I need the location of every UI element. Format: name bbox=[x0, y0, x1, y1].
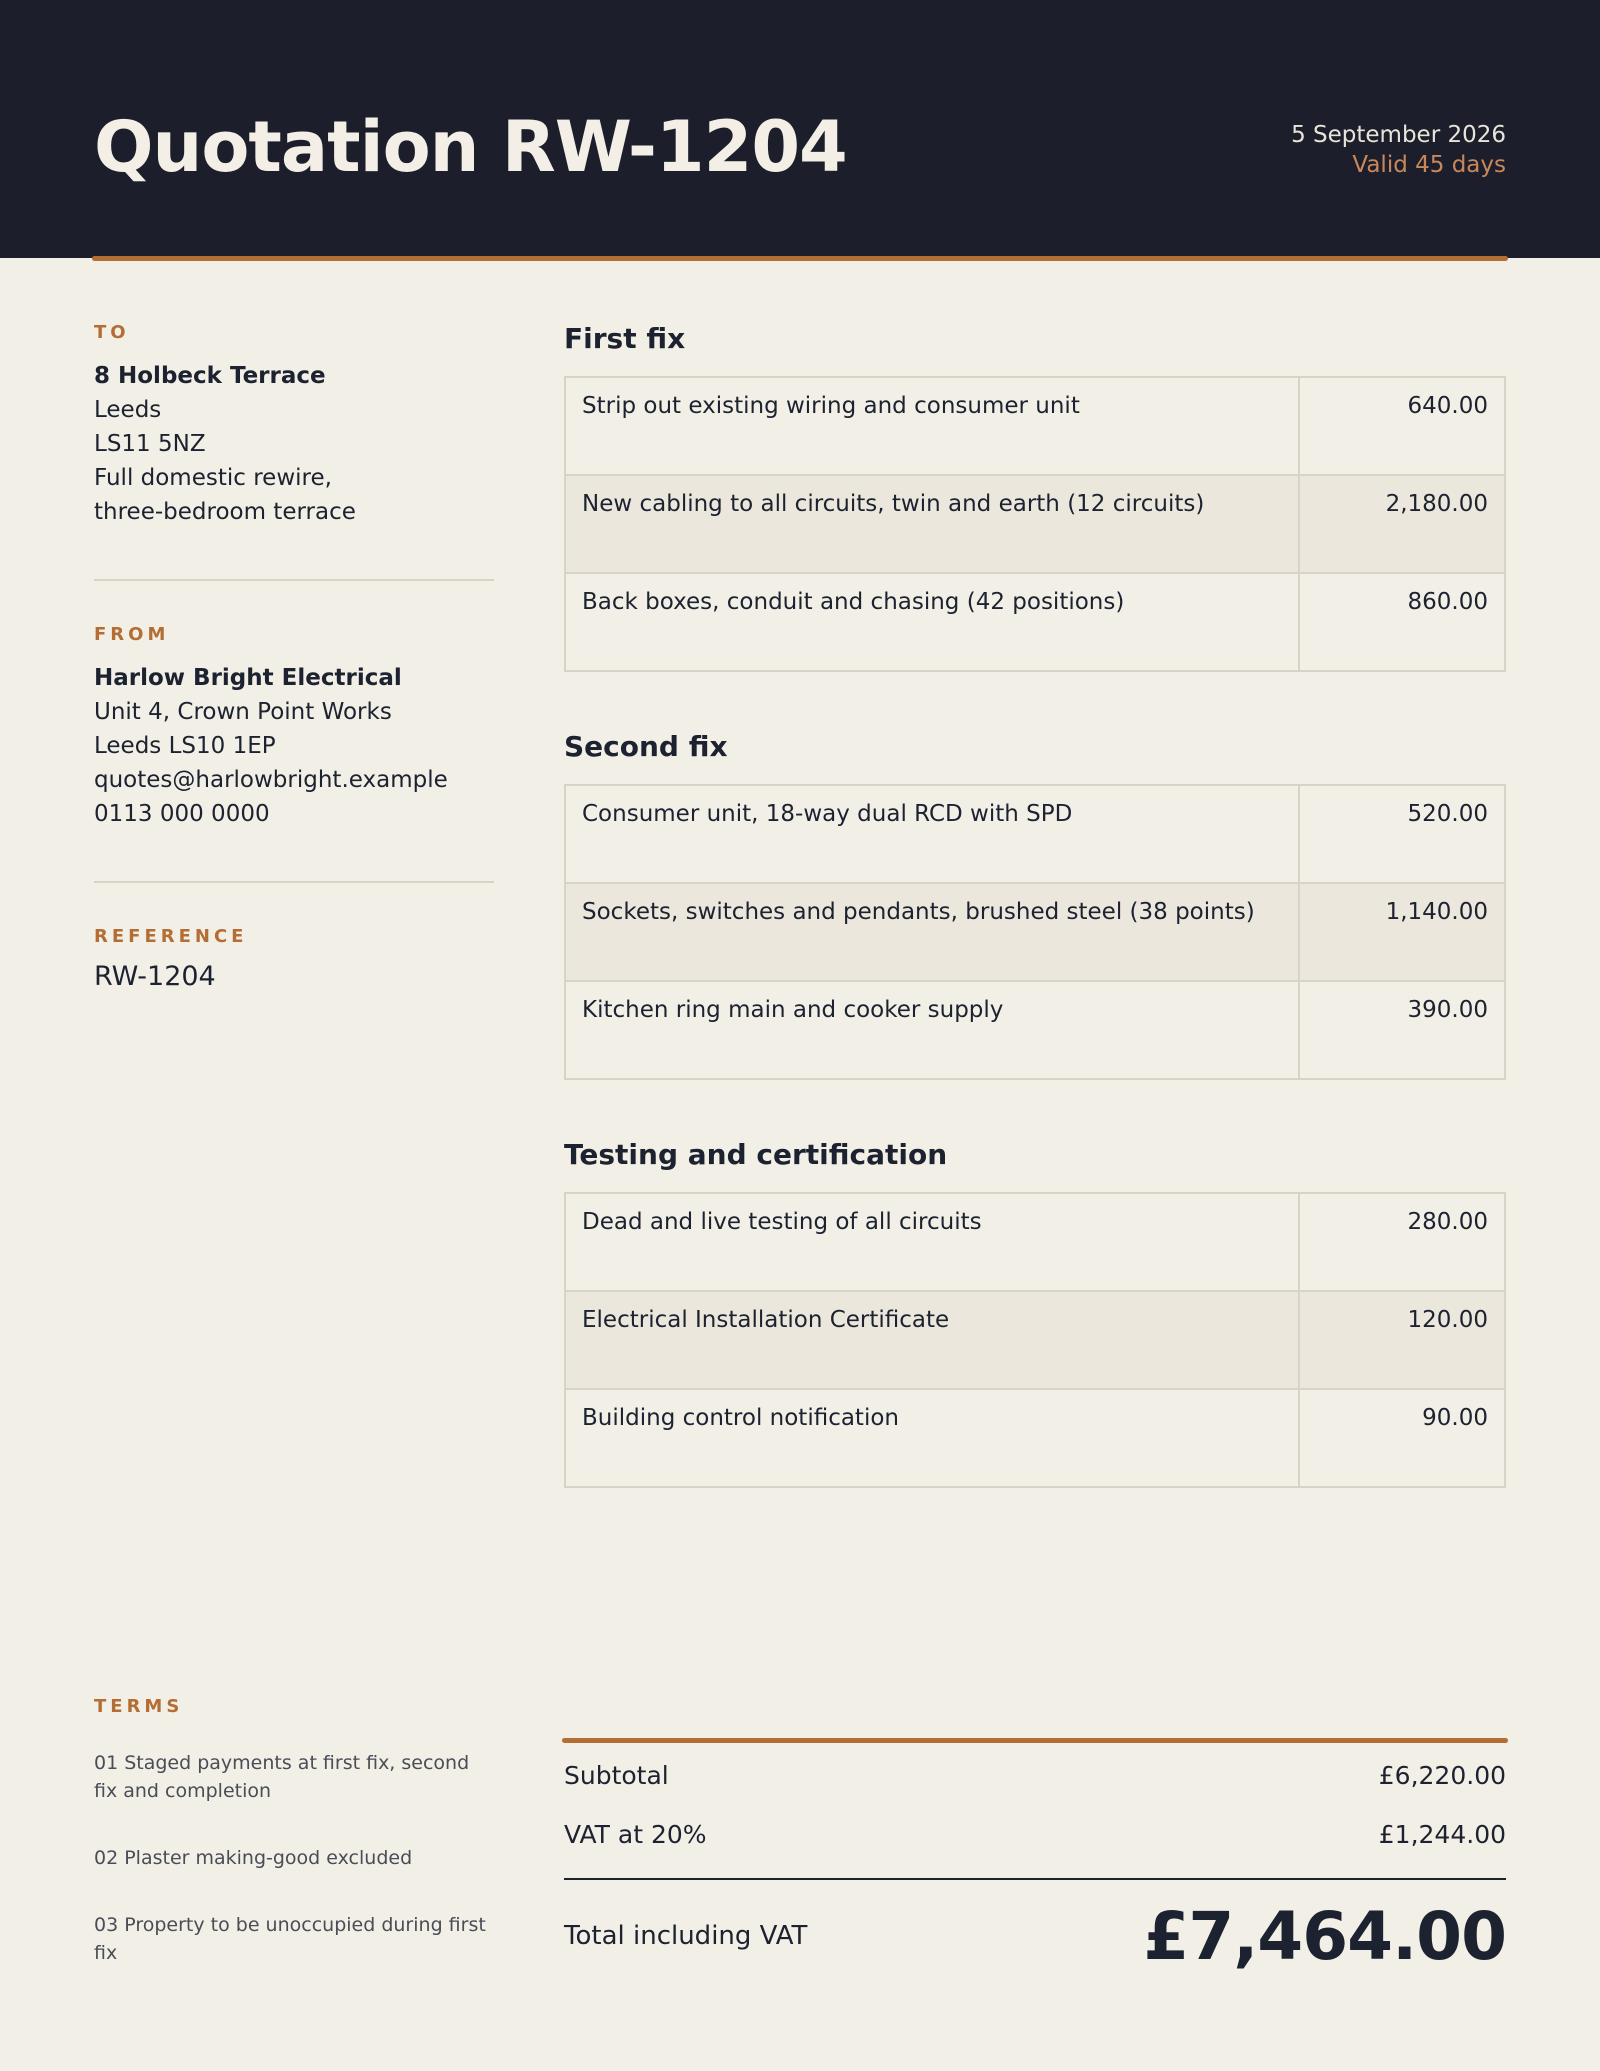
item-amount: 640.00 bbox=[1299, 377, 1505, 475]
from-line[interactable]: quotes@harlowbright.example bbox=[94, 767, 448, 793]
to-line: three-bedroom terrace bbox=[94, 499, 356, 525]
item-amount: 90.00 bbox=[1299, 1389, 1505, 1487]
item-amount: 120.00 bbox=[1299, 1291, 1505, 1389]
reference-label: REFERENCE bbox=[94, 926, 248, 947]
to-line: Full domestic rewire, bbox=[94, 465, 332, 491]
table-row bbox=[565, 1291, 1505, 1389]
total-value: £7,464.00 bbox=[1143, 1898, 1506, 1975]
table-row bbox=[565, 785, 1505, 883]
item-description: Sockets, switches and pendants, brushed steel (38 points) bbox=[565, 883, 1299, 981]
subtotal-label: Subtotal bbox=[564, 1761, 669, 1790]
section-title-second-fix: Second fix bbox=[564, 730, 728, 763]
item-amount: 1,140.00 bbox=[1299, 883, 1505, 981]
terms-label: TERMS bbox=[94, 1696, 184, 1717]
subtotal-value: £6,220.00 bbox=[1378, 1761, 1506, 1790]
totals-divider bbox=[564, 1878, 1506, 1880]
items-table-first-fix bbox=[564, 376, 1506, 672]
item-amount: 390.00 bbox=[1299, 981, 1505, 1079]
to-block bbox=[94, 322, 494, 529]
term-item: 01 Staged payments at first fix, second fix and completion bbox=[94, 1752, 470, 1802]
items-table-second-fix bbox=[564, 784, 1506, 1080]
table-row bbox=[565, 981, 1505, 1079]
divider bbox=[94, 579, 494, 581]
item-description: Building control notification bbox=[565, 1389, 1299, 1487]
from-line: Leeds LS10 1EP bbox=[94, 733, 276, 759]
item-description: Strip out existing wiring and consumer unit bbox=[565, 377, 1299, 475]
item-amount: 2,180.00 bbox=[1299, 475, 1505, 573]
items-table-testing bbox=[564, 1192, 1506, 1488]
from-block bbox=[94, 624, 494, 831]
table-row bbox=[565, 573, 1505, 671]
table-row bbox=[565, 377, 1505, 475]
to-line: Leeds bbox=[94, 397, 162, 423]
to-label: TO bbox=[94, 322, 130, 343]
item-description: Dead and live testing of all circuits bbox=[565, 1193, 1299, 1291]
item-amount: 860.00 bbox=[1299, 573, 1505, 671]
reference-block bbox=[94, 926, 494, 992]
item-description: Kitchen ring main and cooker supply bbox=[565, 981, 1299, 1079]
item-description: Electrical Installation Certificate bbox=[565, 1291, 1299, 1389]
page-title: Quotation RW-1204 bbox=[94, 106, 847, 188]
quote-validity: Valid 45 days bbox=[1352, 152, 1506, 178]
quote-header bbox=[0, 0, 1600, 258]
table-row bbox=[565, 883, 1505, 981]
table-row bbox=[565, 1193, 1505, 1291]
table-row bbox=[565, 475, 1505, 573]
header-accent-rule bbox=[92, 256, 1508, 261]
item-amount: 280.00 bbox=[1299, 1193, 1505, 1291]
item-amount: 520.00 bbox=[1299, 785, 1505, 883]
vat-value: £1,244.00 bbox=[1378, 1820, 1506, 1849]
from-line: Unit 4, Crown Point Works bbox=[94, 699, 392, 725]
from-label: FROM bbox=[94, 624, 170, 645]
section-title-first-fix: First fix bbox=[564, 322, 686, 355]
to-line: LS11 5NZ bbox=[94, 431, 206, 457]
to-address bbox=[94, 359, 494, 529]
table-row bbox=[565, 1389, 1505, 1487]
reference-value: RW-1204 bbox=[94, 961, 216, 992]
header-meta bbox=[1291, 120, 1506, 180]
item-description: Consumer unit, 18-way dual RCD with SPD bbox=[565, 785, 1299, 883]
from-address bbox=[94, 661, 494, 831]
vat-label: VAT at 20% bbox=[564, 1820, 707, 1849]
section-title-testing: Testing and certification bbox=[564, 1138, 948, 1171]
quote-date: 5 September 2026 bbox=[1291, 122, 1506, 148]
from-line: 0113 000 0000 bbox=[94, 801, 270, 827]
term-item: 02 Plaster making-good excluded bbox=[94, 1847, 413, 1869]
item-description: New cabling to all circuits, twin and earth (12 circuits) bbox=[565, 475, 1299, 573]
from-name: Harlow Bright Electrical bbox=[94, 665, 402, 691]
term-item: 03 Property to be unoccupied during first fix bbox=[94, 1914, 486, 1964]
to-name: 8 Holbeck Terrace bbox=[94, 363, 326, 389]
divider bbox=[94, 881, 494, 883]
totals-accent-rule bbox=[562, 1738, 1508, 1743]
item-description: Back boxes, conduit and chasing (42 positions) bbox=[565, 573, 1299, 671]
total-label: Total including VAT bbox=[564, 1921, 808, 1951]
